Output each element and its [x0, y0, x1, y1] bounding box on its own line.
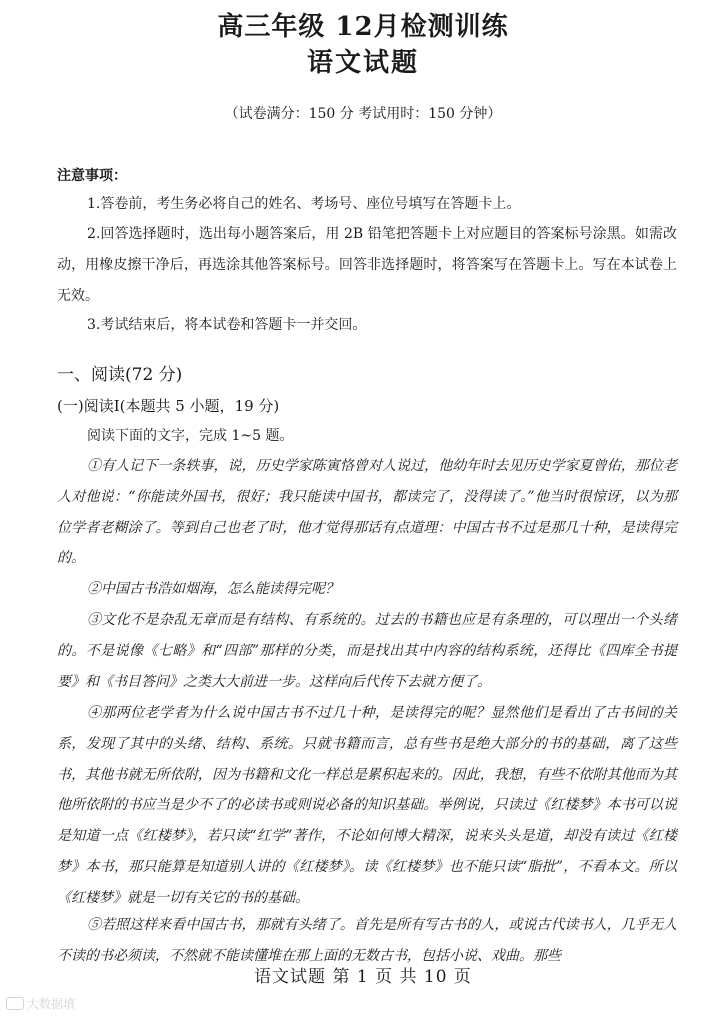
exam-info: （试卷满分：150 分 考试用时：150 分钟）: [224, 106, 502, 122]
notice-heading: 注意事项：: [57, 168, 127, 184]
passage-paragraph-3: ③文化不是杂乱无章而是有结构、有系统的。过去的书籍也应是有条理的，可以理出一个头绪的。不是说像《七略》和“四部”那样的分类，而是找出其中内容的结构系统，还得比《四库全书提要》和《书目答问》之类大大前进一步。这样向后代传下去就方便了。: [57, 612, 677, 690]
camera-icon: [6, 997, 24, 1010]
subject-title: 语文试题: [306, 48, 419, 78]
notice-item-2: 2.回答选择题时，选出每小题答案后，用 2B 铅笔把答题卡上对应题目的答案标号涂黑。如需改动，用橡皮擦干净后，再选涂其他答案标号。回答非选择题时，将答案写在答题卡上。写在本试卷上无效。: [57, 226, 677, 304]
passage-paragraph-2: ②中国古书浩如烟海，怎么能读得完呢？: [87, 581, 339, 597]
passage-paragraph-5: ⑤若照这样来看中国古书，那就有头绪了。首先是所有写古书的人，或说古代读书人，几乎无人不读的书必须读，不然就不能读懂堆在那上面的无数古书，包括小说、戏曲。那些: [57, 917, 677, 964]
watermark-text: 大数据填: [27, 997, 76, 1011]
notice-item-3: 3.考试结束后，将本试卷和答题卡一并交回。: [87, 317, 367, 333]
subsection-heading: (一)阅读Ⅰ(本题共 5 小题，19 分): [57, 397, 280, 415]
section-heading: 一、阅读(72 分): [57, 365, 183, 385]
reading-instruction: 阅读下面的文字，完成 1~5 题。: [87, 428, 294, 444]
page-footer: 语文试题 第 1 页 共 10 页: [254, 967, 472, 987]
passage-paragraph-1: ①有人记下一条轶事，说，历史学家陈寅恪曾对人说过，他幼年时去见历史学家夏曾佑，那位老人对他说：“你能读外国书，很好；我只能读中国书，都读完了，没得读了。”他当时很惊讶，以为那位学者老糊涂了。等到自己也老了时，他才觉得那话有点道理：中国古书不过是那几十种，是读得完的。: [57, 458, 677, 567]
passage-paragraph-4: ④那两位老学者为什么说中国古书不过几十种，是读得完的呢？显然他们是看出了古书间的关系，发现了其中的头绪、结构、系统。只就书籍而言，总有些书是绝大部分的书的基础，离了这些书，其他书就无所依附，因为书籍和文化一样总是累积起来的。因此，我想，有些不依附其他而为其他所依附的书应当是少不了的必读书或则说必备的知识基础。举例说，只读过《红楼梦》本书可以说是知道一点《红楼梦》，若只读“红学”著作，不论如何博大精深，说来头头是道，却没有读过《红楼梦》本书，那只能算是知道别人讲的《红楼梦》。读《红楼梦》也不能只读“脂批”，不看本文。所以《红楼梦》就是一切有关它的书的基础。: [57, 705, 677, 906]
notice-item-1: 1.答卷前，考生务必将自己的姓名、考场号、座位号填写在答题卡上。: [87, 196, 521, 212]
watermark: [6, 995, 75, 1013]
exam-title: 高三年级 12月检测训练: [217, 12, 509, 42]
